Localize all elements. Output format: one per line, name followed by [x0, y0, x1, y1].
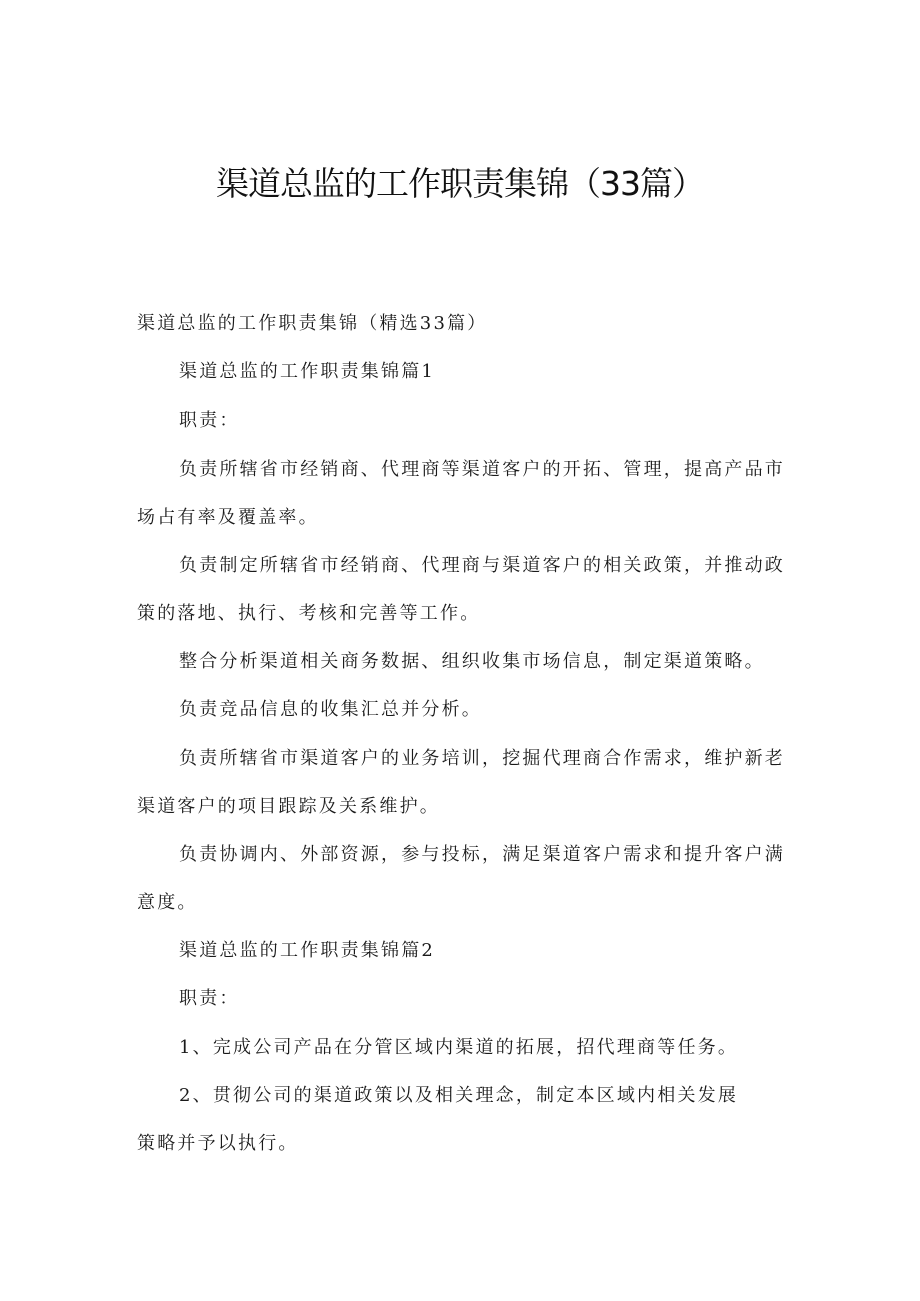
body-paragraph: 负责所辖省市经销商、代理商等渠道客户的开拓、管理，提高产品市场占有率及覆盖率。 — [137, 459, 785, 528]
numbered-item: 1、完成公司产品在分管区域内渠道的拓展，招代理商等任务。 — [179, 1037, 739, 1058]
duties-label: 职责： — [179, 988, 240, 1009]
body-paragraph: 负责所辖省市渠道客户的业务培训，挖掘代理商合作需求，维护新老渠道客户的项目跟踪及关系维护。 — [137, 748, 785, 817]
numbered-item — [137, 1072, 787, 1168]
document-subtitle: 渠道总监的工作职责集锦（精选33篇） — [137, 313, 488, 334]
body-paragraph: 负责协调内、外部资源，参与投标，满足渠道客户需求和提升客户满意度。 — [137, 844, 785, 913]
section-heading-1: 渠道总监的工作职责集锦篇1 — [179, 361, 436, 382]
section-heading-2: 渠道总监的工作职责集锦篇2 — [179, 940, 436, 961]
numbered-item-line: 2、贯彻公司的渠道政策以及相关理念，制定本区域内相关发展 — [179, 1085, 739, 1106]
duties-label: 职责： — [179, 410, 240, 431]
document-title: 渠道总监的工作职责集锦（33篇） — [216, 164, 704, 203]
numbered-item-continuation: 策略并予以执行。 — [137, 1133, 299, 1154]
body-paragraph: 负责竞品信息的收集汇总并分析。 — [179, 699, 482, 720]
body-paragraph: 整合分析渠道相关商务数据、组织收集市场信息，制定渠道策略。 — [179, 651, 765, 672]
body-paragraph: 负责制定所辖省市经销商、代理商与渠道客户的相关政策，并推动政策的落地、执行、考核和完善等工作。 — [137, 555, 785, 624]
